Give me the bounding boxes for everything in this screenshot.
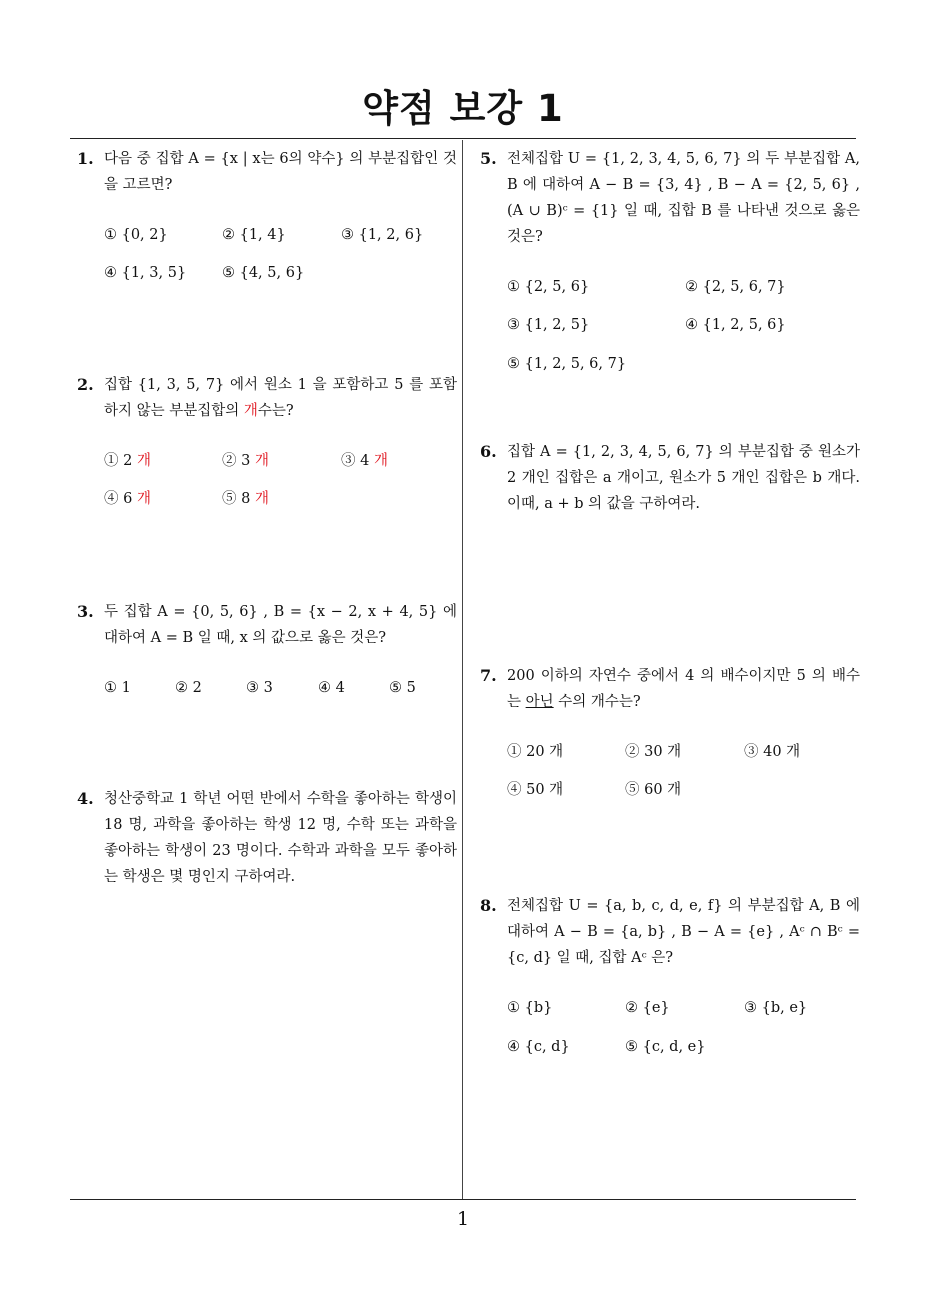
question-6 xyxy=(480,439,860,517)
choice-2[interactable]: ② {2, 5, 6, 7} xyxy=(685,279,786,295)
choice-4[interactable]: ④ {c, d} xyxy=(507,1039,570,1055)
choice-number: ④ 6 xyxy=(104,491,133,507)
choice-1[interactable]: ① {b} xyxy=(507,1000,553,1016)
question-number: 2. xyxy=(77,375,94,394)
question-text: 다음 중 집합 A = {x | x는 6의 약수} 의 부분집합인 것을 고르면? xyxy=(104,151,457,193)
column-divider xyxy=(462,140,463,1200)
question-text-main: 200 이하의 자연수 중에서 4 의 배수이지만 5 의 배수는 xyxy=(507,668,860,710)
choice-5[interactable]: ⑤ {c, d, e} xyxy=(625,1039,706,1055)
choice-number: ⑤ 8 xyxy=(222,491,251,507)
choice-2[interactable]: ② 2 xyxy=(175,680,202,696)
choice-1[interactable]: ① 1 xyxy=(104,680,131,696)
choice-number: ① 2 xyxy=(104,453,133,469)
question-1 xyxy=(77,146,457,302)
choice-number: ② 3 xyxy=(222,453,251,469)
question-number: 1. xyxy=(77,149,94,168)
underlined-text: 아닌 xyxy=(525,694,554,710)
question-text-end: 수의 개수는? xyxy=(553,694,641,710)
choice-unit: 개 xyxy=(136,491,151,507)
choice-3[interactable]: ③ {b, e} xyxy=(744,1000,808,1016)
question-text: 두 집합 A = {0, 5, 6} , B = {x − 2, x + 4, 5} 에 대하여 A = B 일 때, x 의 값으로 옳은 것은? xyxy=(104,604,457,646)
choice-3[interactable]: ③ 3 xyxy=(246,680,273,696)
highlighted-text: 개 xyxy=(243,403,258,419)
choice-4[interactable]: ④ 50 개 xyxy=(507,782,564,798)
question-5 xyxy=(480,146,860,394)
question-text xyxy=(507,663,860,715)
choice-5[interactable]: ⑤ 5 xyxy=(389,680,416,696)
choice-unit: 개 xyxy=(373,453,388,469)
choice-list xyxy=(507,995,860,1075)
question-text xyxy=(104,372,457,424)
question-text: 집합 A = {1, 2, 3, 4, 5, 6, 7} 의 부분집합 중 원소가 2 개인 집합은 a 개이고, 원소가 5 개인 집합은 b 개다. 이때, a + b 의 값을 구하여라. xyxy=(507,444,860,512)
choice-list xyxy=(507,274,860,394)
choice-4[interactable]: ④ 4 xyxy=(318,680,345,696)
choice-5[interactable]: ⑤ {1, 2, 5, 6, 7} xyxy=(507,356,627,372)
question-number: 5. xyxy=(480,149,497,168)
choice-unit: 개 xyxy=(136,453,151,469)
question-2 xyxy=(77,372,457,528)
question-8 xyxy=(480,893,860,1075)
question-text: 전체집합 U = {1, 2, 3, 4, 5, 6, 7} 의 두 부분집합 A, B 에 대하여 A − B = {3, 4} , B − A = {2, 5, 6} , (A ∪ B)ᶜ = {1} 일 때, 집합 B 를 나타낸 것으로 옳은 것은? xyxy=(507,151,860,245)
choice-4[interactable]: ④ {1, 3, 5} xyxy=(104,265,187,281)
choice-5[interactable]: ⑤ {4, 5, 6} xyxy=(222,265,305,281)
question-number: 7. xyxy=(480,666,497,685)
question-3 xyxy=(77,599,457,715)
question-text-main: 집합 {1, 3, 5, 7} 에서 원소 1 을 포함하고 5 를 포함하지 않는 부분집합의 xyxy=(104,377,457,419)
choice-unit: 개 xyxy=(254,453,269,469)
choice-1[interactable]: ① 20 개 xyxy=(507,744,564,760)
footer-rule xyxy=(70,1199,856,1200)
question-text-end: 수는? xyxy=(257,403,294,419)
choice-5[interactable] xyxy=(222,486,269,512)
question-number: 6. xyxy=(480,442,497,461)
choice-2[interactable] xyxy=(222,448,269,474)
choice-list xyxy=(104,675,457,715)
question-number: 4. xyxy=(77,789,94,808)
question-4 xyxy=(77,786,457,890)
question-7 xyxy=(480,663,860,819)
choice-2[interactable]: ② {1, 4} xyxy=(222,227,286,243)
choice-list xyxy=(507,739,860,819)
header-rule xyxy=(70,138,856,139)
page-title: 약점 보강 1 xyxy=(362,87,564,130)
choice-2[interactable]: ② 30 개 xyxy=(625,744,682,760)
choice-3[interactable]: ③ 40 개 xyxy=(744,744,801,760)
page-number: 1 xyxy=(456,1208,470,1230)
choice-list xyxy=(104,448,457,528)
choice-unit: 개 xyxy=(254,491,269,507)
choice-3[interactable]: ③ {1, 2, 5} xyxy=(507,317,590,333)
choice-number: ③ 4 xyxy=(341,453,370,469)
question-number: 8. xyxy=(480,896,497,915)
choice-1[interactable] xyxy=(104,448,151,474)
question-text: 전체집합 U = {a, b, c, d, e, f} 의 부분집합 A, B 에 대하여 A − B = {a, b} , B − A = {e} , Aᶜ ∩ Bᶜ = {c, d} 일 때, 집합 Aᶜ 은? xyxy=(507,898,860,966)
choice-3[interactable] xyxy=(341,448,388,474)
question-number: 3. xyxy=(77,602,94,621)
choice-4[interactable] xyxy=(104,486,151,512)
choice-4[interactable]: ④ {1, 2, 5, 6} xyxy=(685,317,786,333)
choice-2[interactable]: ② {e} xyxy=(625,1000,670,1016)
choice-1[interactable]: ① {2, 5, 6} xyxy=(507,279,590,295)
choice-3[interactable]: ③ {1, 2, 6} xyxy=(341,227,424,243)
choice-5[interactable]: ⑤ 60 개 xyxy=(625,782,682,798)
choice-1[interactable]: ① {0, 2} xyxy=(104,227,168,243)
choice-list xyxy=(104,222,457,302)
question-text: 청산중학교 1 학년 어떤 반에서 수학을 좋아하는 학생이 18 명, 과학을 좋아하는 학생 12 명, 수학 또는 과학을 좋아하는 학생이 23 명이다. 수학과 과학을 모두 좋아하는 학생은 몇 명인지 구하여라. xyxy=(104,791,457,885)
